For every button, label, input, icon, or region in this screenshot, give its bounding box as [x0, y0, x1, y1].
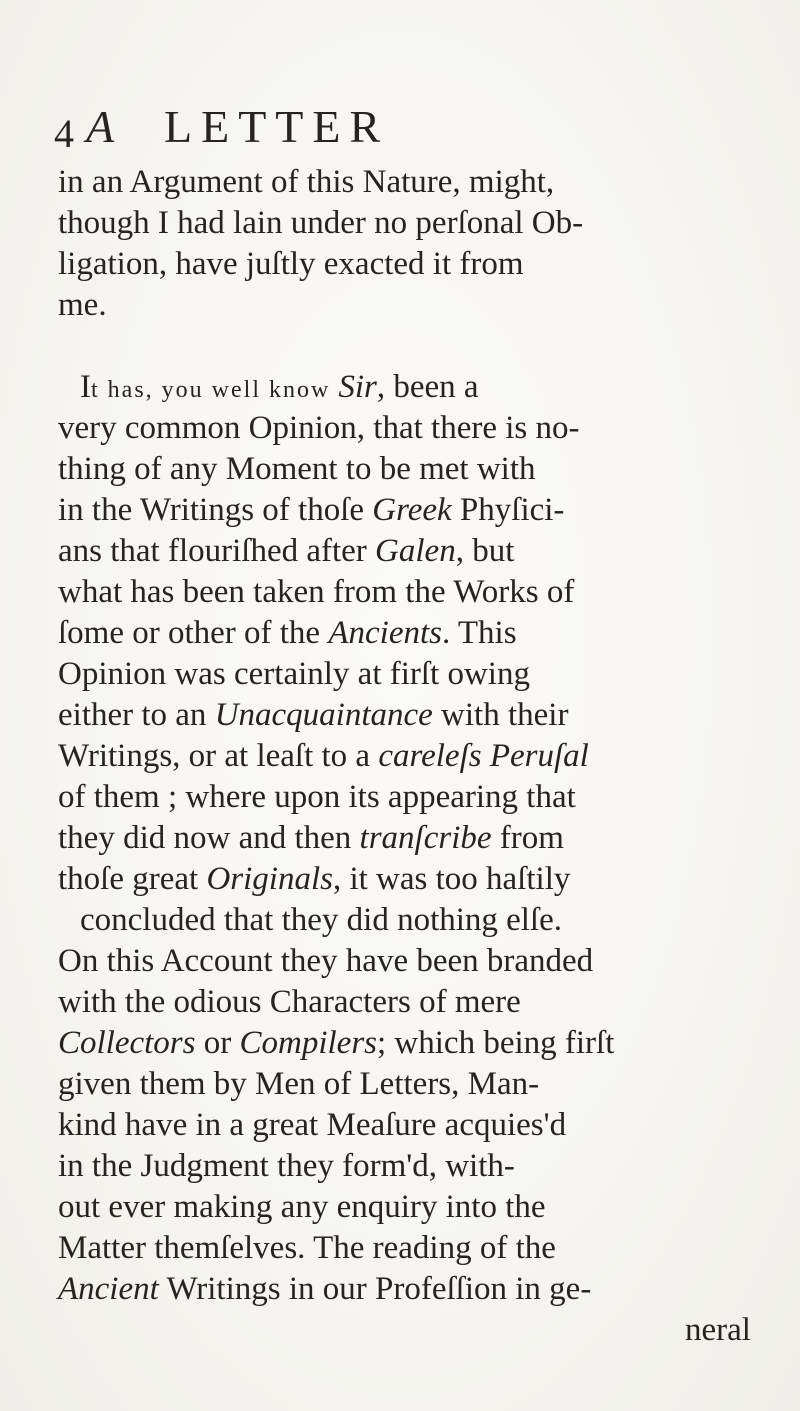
text-segment: ſome or other of the — [58, 615, 329, 651]
text-line: thing of any Moment to be met with — [58, 451, 536, 487]
text-segment: ans that flouriſhed after — [58, 533, 376, 569]
italic-word: Compilers — [239, 1025, 378, 1061]
text-line: out ever making any enquiry into the — [58, 1189, 546, 1225]
small-caps-t: t has, you well know — [91, 377, 339, 403]
italic-word: Sir — [338, 369, 377, 405]
drop-initial: I — [80, 369, 91, 405]
italic-word: Ancients — [328, 615, 442, 651]
text-line: ligation, have juſtly exacted it from — [58, 246, 524, 282]
italic-word: Unacquaintance — [214, 697, 433, 733]
text-line: me. — [58, 287, 107, 323]
text-line — [80, 367, 479, 407]
text-segment: Writings in our Profeſſion in ge- — [158, 1271, 592, 1307]
italic-word: Ancient — [58, 1271, 159, 1307]
text-segment: or — [195, 1025, 240, 1061]
text-line: in an Argument of this Nature, might, — [58, 164, 555, 200]
italic-word: Originals — [206, 861, 333, 897]
text-line — [58, 1269, 591, 1309]
text-segment: . This — [441, 615, 517, 651]
text-line: very common Opinion, that there is no- — [58, 410, 580, 446]
text-line — [58, 736, 589, 776]
text-segment: , it was too haſtily — [332, 861, 571, 897]
text-line — [58, 1023, 614, 1063]
text-line — [58, 490, 564, 530]
text-line: of them ; where upon its appearing that — [58, 779, 576, 815]
text-line: with the odious Characters of mere — [58, 984, 521, 1020]
page-number: 4 — [54, 111, 74, 156]
text-segment: Phyſici- — [451, 492, 565, 528]
italic-word: Collectors — [58, 1025, 196, 1061]
text-segment: either to an — [58, 697, 215, 733]
text-line: Matter themſelves. The reading of the — [58, 1230, 556, 1266]
text-line: Opinion was certainly at firſt owing — [58, 656, 530, 692]
text-segment: with their — [432, 697, 569, 733]
text-line: On this Account they have been branded — [58, 943, 594, 979]
text-line — [58, 613, 517, 653]
running-head-title: LETTER — [164, 101, 390, 152]
text-segment: they did now and then — [58, 820, 360, 856]
text-line: given them by Men of Letters, Man- — [58, 1066, 540, 1102]
text-segment: ; which being firſt — [377, 1025, 615, 1061]
italic-word: Greek — [372, 492, 452, 528]
running-head-initial: A — [86, 101, 115, 152]
italic-word: Galen — [375, 533, 456, 569]
text-line: though I had lain under no perſonal Ob- — [58, 205, 584, 241]
text-line: what has been taken from the Works of — [58, 574, 575, 610]
text-segment: in the Writings of thoſe — [58, 492, 373, 528]
text-line — [58, 695, 568, 735]
text-line: in the Judgment they form'd, with- — [58, 1148, 515, 1184]
text-line — [58, 818, 564, 858]
page-header — [54, 102, 774, 158]
text-line: kind have in a great Meaſure acquies'd — [58, 1107, 567, 1143]
italic-word: tranſcribe — [359, 820, 492, 856]
text-segment: , but — [455, 533, 515, 569]
text-line: concluded that they did nothing elſe. — [80, 902, 563, 938]
text-line — [58, 531, 514, 571]
text-segment: Writings, or at leaſt to a — [58, 738, 379, 774]
text-segment: from — [491, 820, 564, 856]
italic-word: careleſs Peruſal — [378, 738, 589, 774]
text-line — [58, 859, 570, 899]
text-segment: thoſe great — [58, 861, 207, 897]
catchword: neral — [685, 1312, 751, 1348]
text-segment: , been a — [376, 369, 479, 405]
